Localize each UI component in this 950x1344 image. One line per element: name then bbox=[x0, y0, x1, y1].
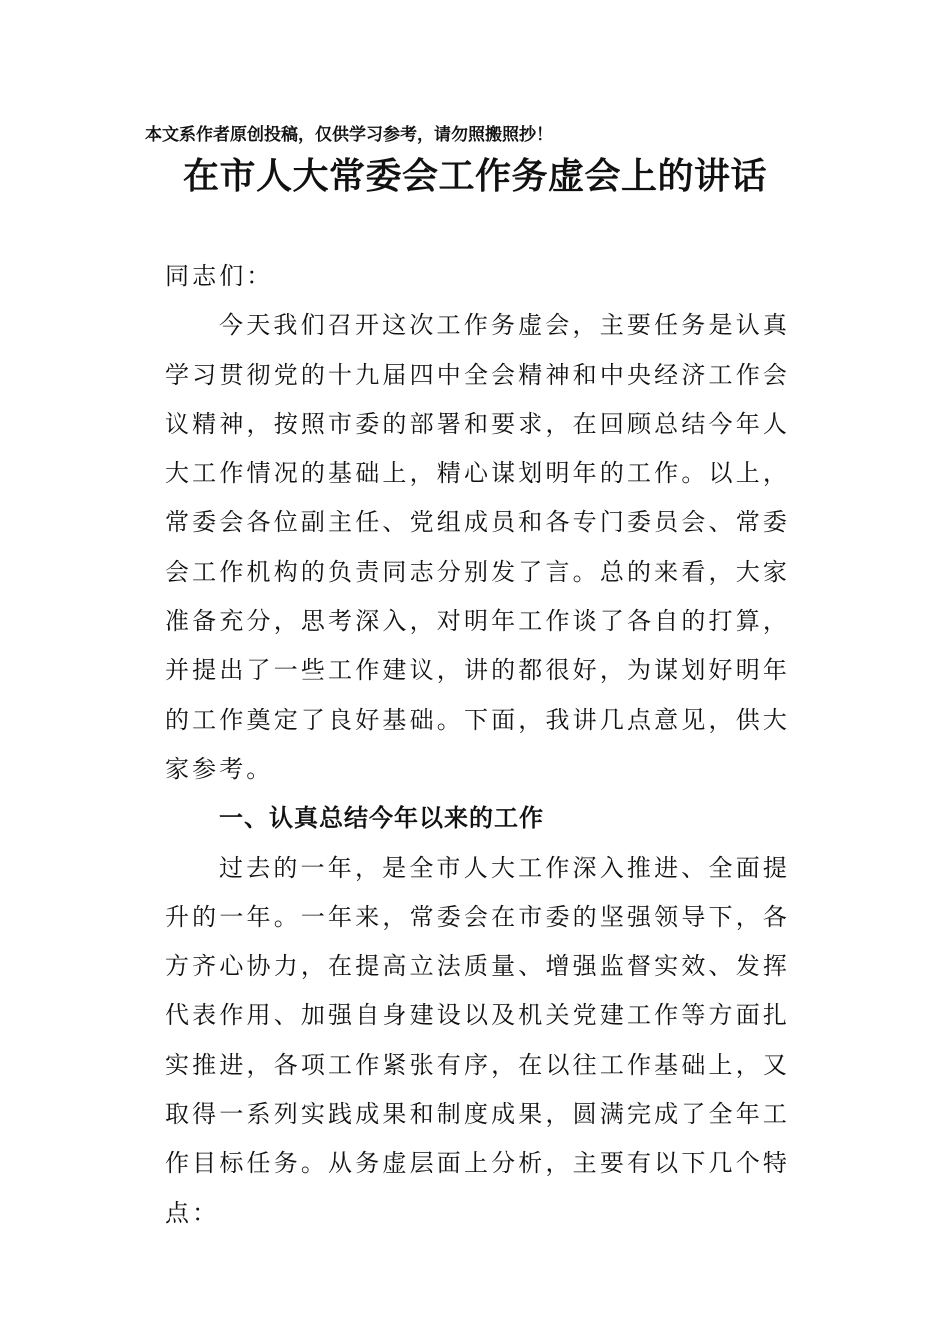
section-heading-1: 一、认真总结今年以来的工作 bbox=[219, 804, 544, 833]
document-body bbox=[165, 252, 790, 1238]
paragraph-section-1: 过去的一年，是全市人大工作深入推进、全面提升的一年。一年来，常委会在市委的坚强领导下，各方齐心协力，在提高立法质量、增强监督实效、发挥代表作用、加强自身建设以及机关党建工作等方面扎实推进，各项工作紧张有序，在以往工作基础上，又取得一系列实践成果和制度成果，圆满完成了全年工作目标任务。从务虚层面上分析，主要有以下几个特点： bbox=[165, 853, 790, 1227]
copyright-notice: 本文系作者原创投稿，仅供学习参考，请勿照搬照抄！ bbox=[145, 125, 553, 145]
paragraph-intro: 今天我们召开这次工作务虚会，主要任务是认真学习贯彻党的十九届四中全会精神和中央经济工作会议精神，按照市委的部署和要求，在回顾总结今年人大工作情况的基础上，精心谋划明年的工作。以上，常委会各位副主任、党组成员和各专门委员会、常委会工作机构的负责同志分别发了言。总的来看，大家准备充分，思考深入，对明年工作谈了各自的打算，并提出了一些工作建议，讲的都很好，为谋划好明年的工作奠定了良好基础。下面，我讲几点意见，供大家参考。 bbox=[165, 311, 790, 783]
document-title: 在市人大常委会工作务虚会上的讲话 bbox=[182, 155, 767, 197]
salutation: 同志们： bbox=[165, 262, 274, 290]
